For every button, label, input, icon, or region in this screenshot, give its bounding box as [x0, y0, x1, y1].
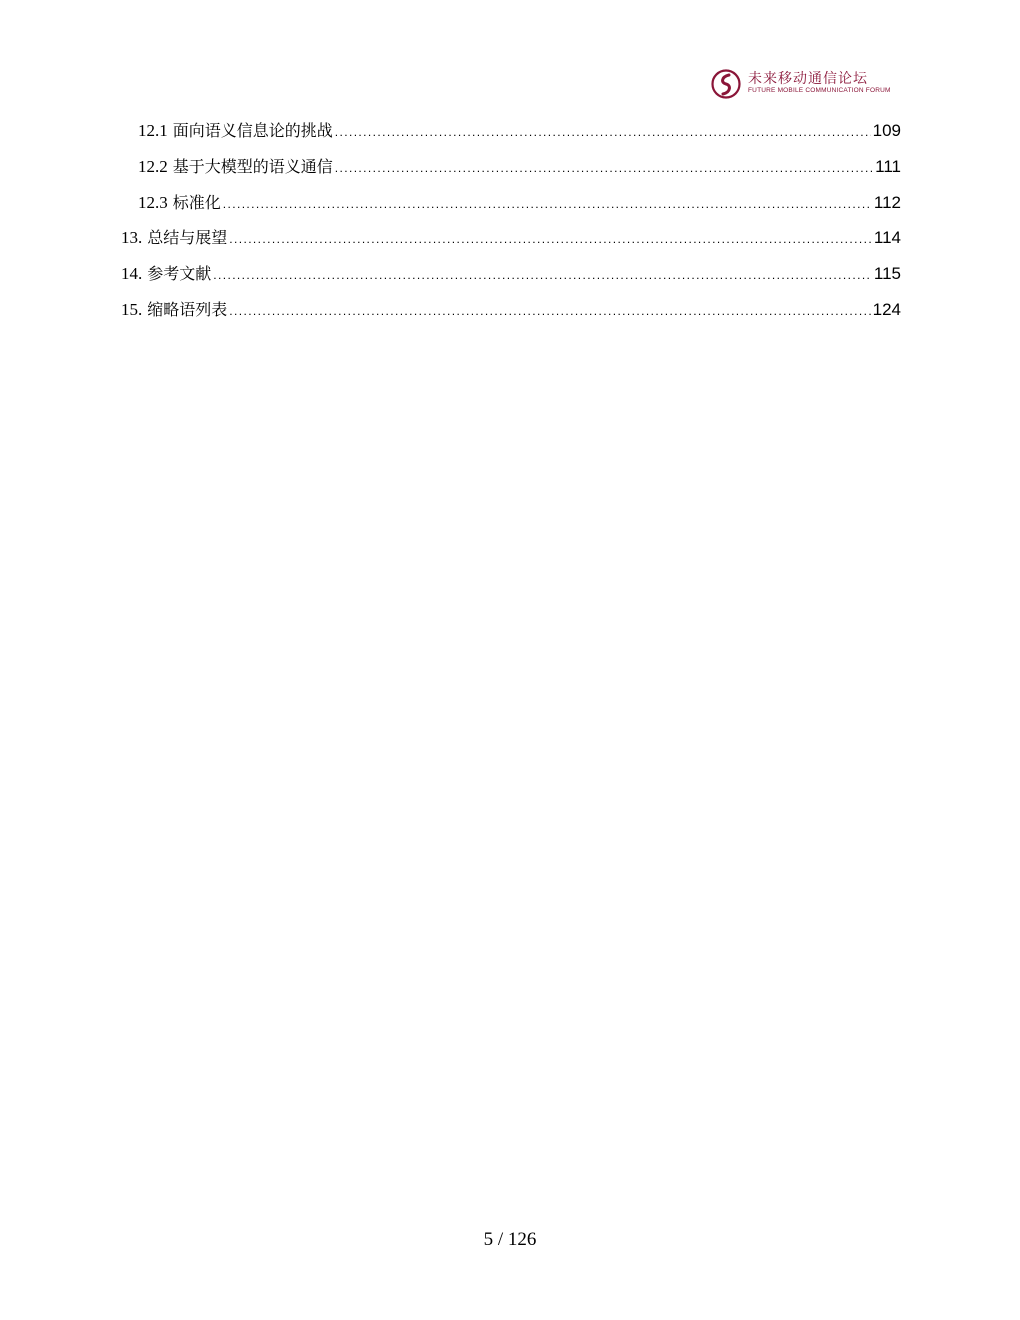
toc-leader-dots: [229, 226, 872, 252]
toc-entry-title: [138, 118, 335, 144]
toc-entry-title: [121, 225, 229, 251]
toc-entry-title: [121, 297, 229, 323]
page-number: 5 / 126: [483, 1229, 537, 1250]
logo-english-name: FUTURE MOBILE COMMUNICATION FORUM: [748, 87, 891, 94]
toc-leader-dots: [223, 191, 872, 217]
toc-entry-page: 114: [873, 228, 901, 247]
toc-entry-title: [121, 261, 213, 287]
toc-entry[interactable]: [121, 261, 901, 287]
toc-leader-dots: [229, 298, 870, 324]
toc-entry-page: 112: [873, 193, 901, 212]
toc-entry-page: 115: [873, 264, 901, 283]
forum-logo: [710, 66, 891, 102]
toc-entry-text: 总结与展望: [147, 228, 228, 247]
toc-entry-page: 109: [872, 121, 901, 140]
toc-entry-page: 111: [875, 157, 901, 176]
toc-entry-text: 参考文献: [147, 264, 212, 283]
toc-entry-text: 基于大模型的语义通信: [172, 157, 333, 176]
toc-entry[interactable]: [138, 118, 901, 144]
toc-entry-title: [138, 190, 223, 216]
toc-entry-text: 标准化: [172, 193, 221, 212]
logo-chinese-name: 未来移动通信论坛: [748, 71, 868, 87]
toc-entry-text: 缩略语列表: [147, 300, 228, 319]
toc-entry-page: 124: [872, 300, 901, 319]
toc-entry-number: 12.3: [138, 193, 168, 212]
toc-entry-number: 13.: [121, 228, 143, 247]
toc-entry[interactable]: [138, 154, 901, 180]
toc-entry-text: 面向语义信息论的挑战: [172, 121, 333, 140]
toc-leader-dots: [335, 155, 873, 181]
toc-entry-number: 12.2: [138, 157, 168, 176]
forum-emblem-icon: [710, 68, 742, 100]
toc-entry[interactable]: [121, 297, 901, 323]
toc-leader-dots: [213, 262, 872, 288]
toc-entry[interactable]: [138, 190, 901, 216]
toc-entry-title: [138, 154, 335, 180]
toc-entry-number: 12.1: [138, 121, 168, 140]
toc-leader-dots: [335, 119, 871, 145]
toc-entry-number: 14.: [121, 264, 143, 283]
toc-entry[interactable]: [121, 225, 901, 251]
toc-entry-number: 15.: [121, 300, 143, 319]
